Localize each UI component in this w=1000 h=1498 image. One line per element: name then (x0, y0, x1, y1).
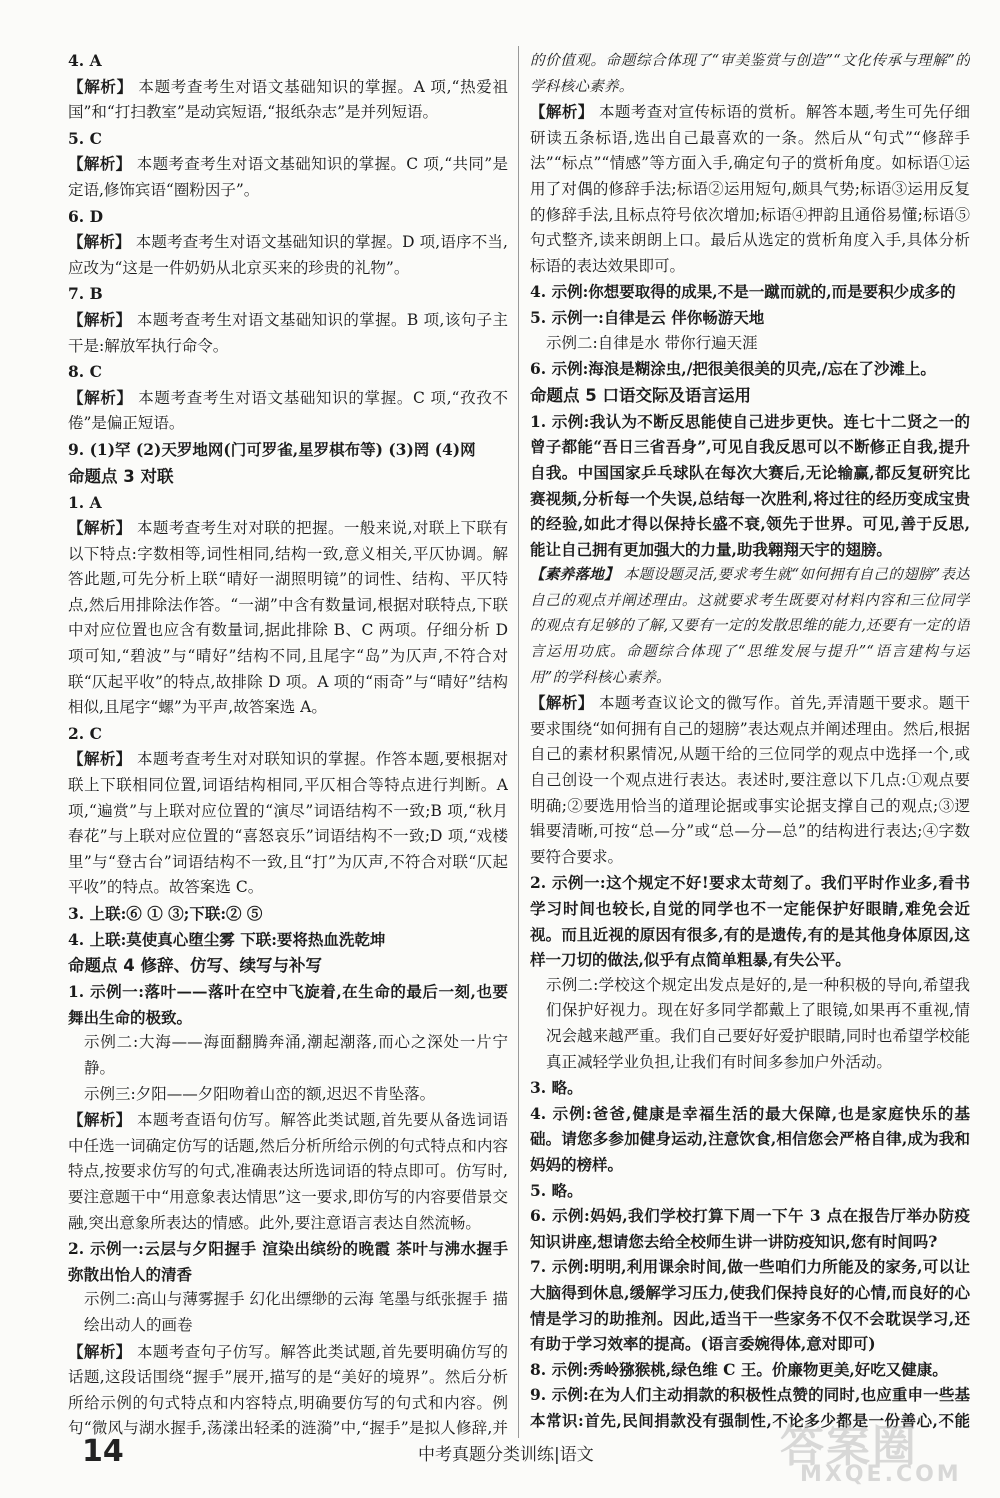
block-tag: 【素养落地】 (530, 566, 619, 584)
block-tag: 【解析】 (530, 693, 594, 713)
block-text: 本题考查考生对语文基础知识的掌握。D 项,语序不当,应改为“这是一件奶奶从北京买来的珍贵的礼物”。 (68, 233, 508, 277)
watermark-logo (770, 1410, 970, 1490)
block-text: 7. 示例:明明,利用课余时间,做一些咱们力所能及的家务,可以让大脑得到休息,缓解学习压力,使我们保持良好的心情,而良好的心情是学习的助推剂。因此,适当干一些家务不仅不会耽误学习,还有助于学习效率的提高。(语言委婉得体,意对即可) (530, 1257, 970, 1354)
block-text: 5. 略。 (530, 1180, 583, 1200)
block-text: 2. C (68, 723, 102, 743)
block-text: 命题点 5 口语交际及语言运用 (530, 385, 751, 405)
right-column (530, 48, 970, 1436)
block-tag: 【解析】 (68, 518, 132, 538)
block-text: 2. 示例一:这个规定不好!要求太苛刻了。我们平时作业多,看书学习时间也较长,自觉的同学也不一定能保护好眼睛,难免会近视。而且近视的原因有很多,有的是遗传,有的是其他身体原因,这样一刀切的做法,似乎有点简单粗暴,有失公平。 (530, 873, 970, 970)
analysis-block (68, 74, 508, 126)
block-text: 6. 示例:妈妈,我们学校打算下周一下午 3 点在报告厅举办防疫知识讲座,想请您去给全校师生讲一讲防疫知识,您有时间吗? (530, 1206, 970, 1251)
answer-item (530, 1203, 970, 1254)
answer-example (68, 1030, 508, 1081)
answer-item (530, 279, 970, 305)
answer-item (530, 409, 970, 563)
block-text: 8. 示例:秀岭猕猴桃,绿色维 C 王。价廉物更美,好吃又健康。 (530, 1359, 948, 1379)
block-text: 本题考查句子仿写。解答此类试题,首先要明确仿写的话题,这段话围绕“握手”展开,描写的是“美好的境界”。然后分析所给示例的句式特点和内容特点,明确要仿写的句式和内容。例句“微风与湖水握手,荡漾出轻柔的涟漪”中,“握手”是拟人修辞,并 (68, 1342, 508, 1436)
block-text: 本题设题灵活,要求考生就“如何拥有自己的翅膀”表达自己的观点并阐述理由。这就要求考生既要对材料内容和三位同学的观点有足够的了解,又要有一定的发散思维的能力,还要有一定的语言运用功底。命题综合体现了“思维发展与提升”“语言建构与运用”的学科核心素养。 (530, 566, 970, 686)
block-text: 4. A (68, 51, 102, 70)
block-text: 4. 上联:莫使真心堕尘雾 下联:要将热血洗乾坤 (68, 929, 386, 949)
answer-item (68, 1236, 508, 1287)
analysis-block (68, 151, 508, 203)
block-tag: 【解析】 (68, 1110, 132, 1130)
answer-item (68, 901, 508, 927)
answer-example (68, 1082, 508, 1108)
block-tag: 【解析】 (68, 1341, 132, 1361)
block-text: 1. 示例:我认为不断反思能使自己进步更快。连七十二贤之一的曾子都能“吾日三省吾身”,可见自我反思可以不断修正自我,提升自我。中国国家乒乓球队在每次大赛后,无论输赢,都反复研究比赛视频,分析每一个失误,总结每一次胜利,将过往的经历变成宝贵的经验,如此才得以保持长盛不衰,领先于世界。可见,善于反思,能让自己拥有更加强大的力量,助我翱翔天宇的翅膀。 (530, 411, 970, 559)
block-text: 8. C (68, 362, 102, 382)
page-number: 14 (82, 1434, 124, 1469)
answer-item (68, 979, 508, 1030)
block-text: 1. 示例一:落叶——落叶在空中飞旋着,在生命的最后一刻,也要舞出生命的极致。 (68, 982, 508, 1027)
block-text: 1. A (68, 492, 102, 512)
block-tag: 【解析】 (68, 232, 131, 252)
block-text: 5. 示例一:自律是云 伴你畅游天地 (530, 307, 765, 327)
answer-item (68, 721, 508, 747)
block-tag: 【解析】 (530, 102, 594, 122)
block-text: 本题考查考生对语文基础知识的掌握。B 项,该句子主干是:解放军执行命令。 (68, 310, 508, 355)
answer-item (68, 48, 508, 74)
block-text: 本题考查考生对语文基础知识的掌握。C 项,“共同”是定语,修饰宾语“圈粉因子”。 (68, 155, 508, 199)
analysis-block (68, 1107, 508, 1236)
block-tag: 【解析】 (68, 309, 132, 329)
answer-item (68, 281, 508, 307)
answer-item (68, 359, 508, 385)
block-tag: 【解析】 (68, 749, 132, 769)
answer-item (530, 356, 970, 382)
answer-item (530, 1254, 970, 1356)
block-text: 3. 上联:⑥ ① ③;下联:② ⑤ (68, 904, 263, 923)
analysis-block (68, 229, 508, 281)
literacy-block (530, 48, 970, 99)
answer-example (68, 1287, 508, 1338)
block-text: 4. 示例:你想要取得的成果,不是一蹴而就的,而是要积少成多的 (530, 282, 956, 302)
block-text: 6. 示例:海浪是糊涂虫,/把很美很美的贝壳,/忘在了沙滩上。 (530, 359, 936, 379)
answer-item (530, 1101, 970, 1178)
analysis-block (68, 385, 508, 437)
analysis-block (68, 746, 508, 901)
block-text: 2. 示例一:云层与夕阳握手 渲染出缤纷的晚霞 茶叶与沸水握手 弥散出怡人的清香 (68, 1239, 508, 1284)
block-text: 示例二:学校这个规定出发点是好的,是一种积极的导向,希望我们保护好视力。现在好多同学都戴上了眼镜,如果再不重视,情况会越来越严重。我们自己要好好爱护眼睛,同时也希望学校能真正减轻学业负担,让我们有时间多参加户外活动。 (546, 975, 970, 1071)
block-text: 7. B (68, 284, 103, 304)
block-tag: 【解析】 (68, 76, 133, 96)
block-text: 本题考查考生对语文基础知识的掌握。A 项,“热爱祖国”和“打扫教室”是动宾短语,“报纸杂志”是并列短语。 (68, 77, 508, 122)
block-text: 示例三:夕阳——夕阳吻着山峦的额,迟迟不肯坠落。 (84, 1084, 436, 1103)
block-text: 的价值观。命题综合体现了“审美鉴赏与创造”“文化传承与理解”的学科核心素养。 (530, 52, 970, 95)
section-heading (68, 463, 508, 490)
block-text: 命题点 3 对联 (68, 466, 174, 486)
analysis-block (530, 690, 970, 870)
block-text: 9. (1)罕 (2)天罗地网(门可罗雀,星罗棋布等) (3)罔 (4)网 (68, 439, 476, 459)
block-text: 6. D (68, 206, 104, 226)
answer-item (68, 437, 508, 463)
analysis-block (68, 307, 508, 359)
answer-item (530, 1178, 970, 1204)
watermark-cn: 答案圈 (780, 1421, 918, 1472)
block-text: 命题点 4 修辞、仿写、续写与补写 (68, 956, 322, 976)
book-title: 中考真题分类训练|语文 (418, 1445, 594, 1465)
block-text: 本题考查考生对对联的把握。一般来说,对联上下联有以下特点:字数相等,词性相同,结构一致,意义相关,平仄协调。解答此题,可先分析上联“晴好一湖照明镜”的词性、结构、平仄特点,然后用排除法作答。“一湖”中含有数量词,根据对联特点,下联中对应位置也应含有数量词,据此排除 B、C 两项。仔细分析 D 项可知,“碧波”与“晴好”结构不同,且尾字“岛”为仄声,不符合对联“仄起平收”的特点,故排除 D 项。A 项的“雨奇”与“晴好”结构相似,且尾字“螺”为平声,故答案选 A。 (68, 519, 508, 717)
analysis-block (530, 99, 970, 279)
answer-item (68, 490, 508, 516)
column-divider (518, 46, 519, 1438)
answer-item (68, 126, 508, 152)
literacy-block (530, 562, 970, 690)
block-tag: 【解析】 (68, 154, 132, 174)
analysis-block (68, 515, 508, 721)
block-tag: 【解析】 (68, 387, 133, 407)
analysis-block (68, 1339, 508, 1437)
answer-example (530, 331, 970, 357)
block-text: 示例二:高山与薄雾握手 幻化出缥缈的云海 笔墨与纸张握手 描绘出动人的画卷 (84, 1290, 508, 1334)
block-text: 本题考查考生对对联知识的掌握。作答本题,要根据对联上下联相同位置,词语结构相同,平仄相合等特点进行判断。A 项,“遍赏”与上联对应位置的“演尽”词语结构不一致;B 项,“秋月春花”与上联对应位置的“喜怒哀乐”词语结构不一致;D 项,“戏楼里”与“登古台”词语结构不一致,且“打”为仄声,不符合对联“仄起平收”的特点。故答案选 C。 (68, 750, 508, 897)
section-heading (68, 952, 508, 979)
block-text: 4. 示例:爸爸,健康是幸福生活的最大保障,也是家庭快乐的基础。请您多参加健身运动,注意饮食,相信您会严格自律,成为我和妈妈的榜样。 (530, 1103, 970, 1174)
block-text: 本题考查对宣传标语的赏析。解答本题,考生可先仔细研读五条标语,选出自己最喜欢的一条。然后从“句式”“修辞手法”“标点”“情感”等方面入手,确定句子的赏析角度。如标语①运用了对偶的修辞手法;标语②运用短句,颇具气势;标语③运用反复的修辞手法,且标点符号依次增加;标语④押韵且通俗易懂;标语⑤句式整齐,读来朗朗上口。最后从选定的赏析角度入手,具体分析标语的表达效果即可。 (530, 103, 970, 275)
block-text: 本题考查考生对语文基础知识的掌握。C 项,“孜孜不倦”是偏正短语。 (68, 388, 508, 433)
answer-item (530, 1075, 970, 1101)
watermark-en: MXQE.COM (800, 1462, 962, 1487)
block-text: 示例二:大海——海面翻腾奔涌,潮起潮落,而心之深处一片宁静。 (84, 1033, 508, 1077)
answer-item (68, 927, 508, 953)
block-text: 5. C (68, 128, 102, 148)
answer-item (68, 204, 508, 230)
left-column (68, 48, 508, 1436)
section-heading (530, 382, 970, 409)
answer-item (530, 870, 970, 972)
answer-example (530, 973, 970, 1075)
block-text: 本题考查语句仿写。解答此类试题,首先要从备选词语中任选一词确定仿写的话题,然后分析所给示例的句式特点和内容特点,按要求仿写的句式,准确表达所选词语的特点即可。仿写时,要注意题干中“用意象表达情思”这一要求,即仿写的内容要借景交融,突出意象所表达的情感。此外,要注意语言表达自然流畅。 (68, 1111, 508, 1232)
block-text: 本题考查议论文的微写作。首先,弄清题干要求。题干要求围绕“如何拥有自己的翅膀”表达观点并阐述理由。然后,根据自己的素材积累情况,从题干给的三位同学的观点中选择一个,或自己创设一个观点进行表达。表述时,要注意以下几点:①观点要明确;②要选用恰当的道理论据或事实论据支撑自己的观点;③逻辑要清晰,可按“总—分”或“总—分—总”的结构进行表达;④字数要符合要求。 (530, 694, 970, 866)
block-text: 示例二:自律是水 带你行遍天涯 (546, 333, 758, 352)
answer-item (530, 305, 970, 331)
answer-item (530, 1357, 970, 1383)
block-text: 9. 示例:在为人们主动捐款的积极性点赞的同时,也应重申一些基本常识:首先,民间捐款没有强制性,不论多少都是一份善心,不能 (530, 1385, 970, 1430)
block-text: 3. 略。 (530, 1078, 583, 1098)
